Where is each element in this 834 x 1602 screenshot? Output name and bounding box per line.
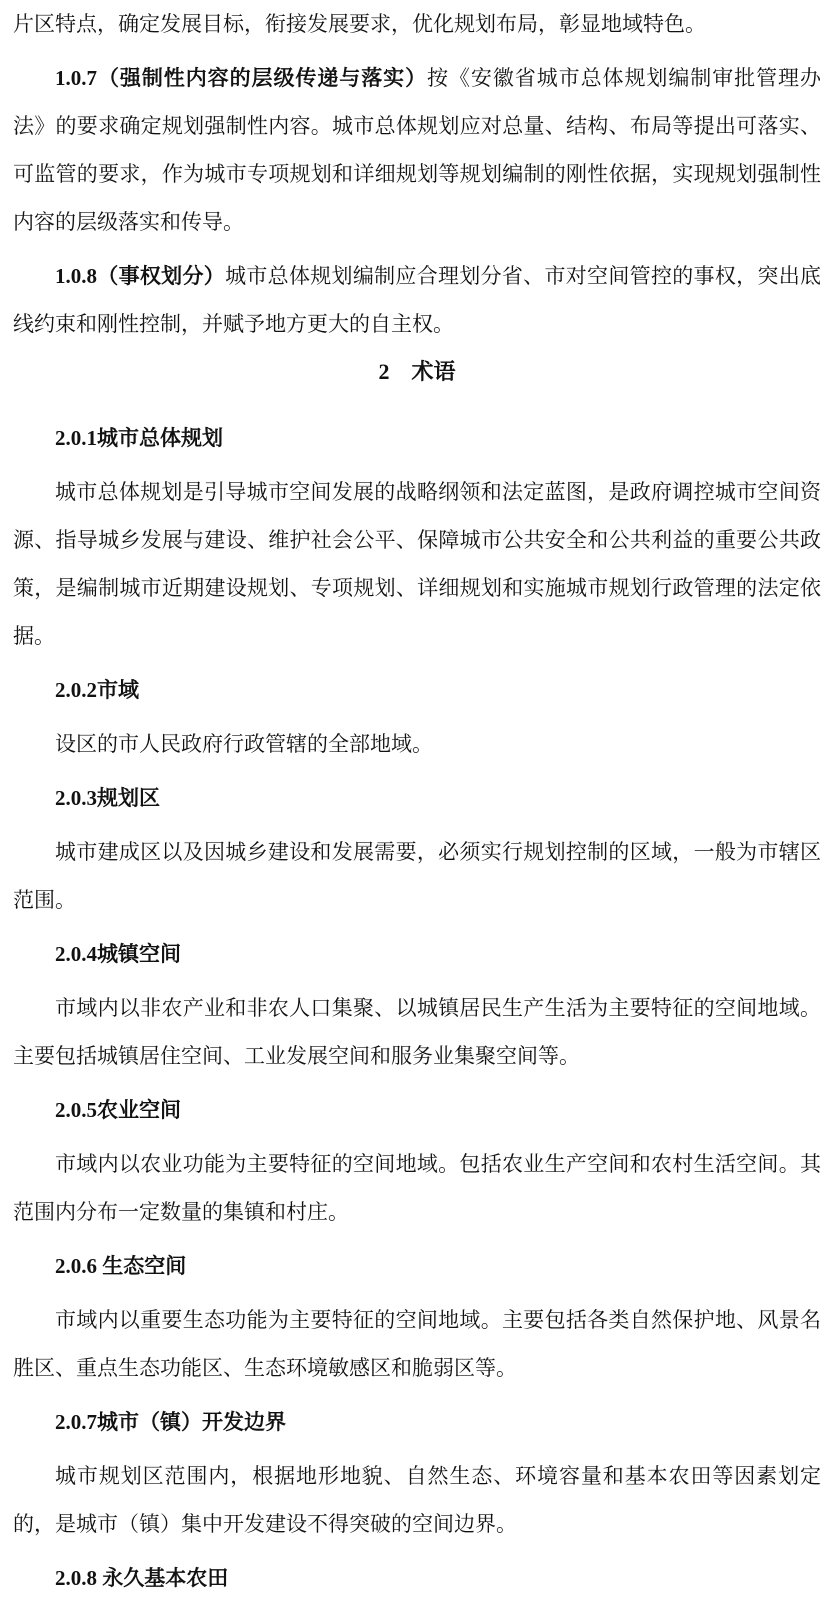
- chapter-heading: [13, 348, 821, 396]
- clause-1-0-7: [13, 54, 821, 246]
- term-heading-2-0-7: 2.0.7城市（镇）开发边界: [55, 1410, 286, 1434]
- paragraph-continuation: 片区特点，确定发展目标，衔接发展要求，优化规划布局，彰显地域特色。: [13, 12, 706, 36]
- term-definition-2-0-1: 城市总体规划是引导城市空间发展的战略纲领和法定蓝图，是政府调控城市空间资源、指导城乡发展与建设、维护社会公平、保障城市公共安全和公共利益的重要公共政策，是编制城市近期建设规划、专项规划、详细规划和实施城市规划行政管理的法定依据。: [13, 480, 821, 648]
- term-heading-2-0-4: 2.0.4城镇空间: [55, 942, 181, 966]
- clause-1-0-7-text: 按《安徽省城市总体规划编制审批管理办法》的要求确定规划强制性内容。城市总体规划应对总量、结构、布局等提出可落实、可监管的要求，作为城市专项规划和详细规划等规划编制的刚性依据，实现规划强制性内容的层级落实和传导。: [13, 66, 821, 234]
- term-heading-2-0-8: 2.0.8 永久基本农田: [55, 1566, 229, 1590]
- term-definition-2-0-3: 城市建成区以及因城乡建设和发展需要，必须实行规划控制的区域，一般为市辖区范围。: [13, 840, 821, 912]
- clause-1-0-8-text: 城市总体规划编制应合理划分省、市对空间管控的事权，突出底线约束和刚性控制，并赋予地方更大的自主权。: [13, 264, 822, 336]
- term-definition-2-0-5: 市域内以农业功能为主要特征的空间地域。包括农业生产空间和农村生活空间。其范围内分布一定数量的集镇和村庄。: [13, 1152, 821, 1224]
- term-definition-2-0-4: 市域内以非农产业和非农人口集聚、以城镇居民生产生活为主要特征的空间地域。主要包括城镇居住空间、工业发展空间和服务业集聚空间等。: [13, 996, 821, 1068]
- chapter-title: 术语: [411, 359, 456, 384]
- term-definition-2-0-7: 城市规划区范围内，根据地形地貌、自然生态、环境容量和基本农田等因素划定的，是城市（镇）集中开发建设不得突破的空间边界。: [13, 1464, 821, 1536]
- clause-1-0-8: [13, 252, 821, 348]
- term-heading-2-0-6: 2.0.6 生态空间: [55, 1254, 187, 1278]
- chapter-number: 2: [378, 359, 390, 384]
- clause-1-0-8-number-title: 1.0.8（事权划分）: [55, 264, 226, 288]
- term-heading-2-0-5: 2.0.5农业空间: [55, 1098, 181, 1122]
- term-definition-2-0-2: 设区的市人民政府行政管辖的全部地域。: [55, 732, 433, 756]
- term-heading-2-0-1: 2.0.1城市总体规划: [55, 426, 223, 450]
- term-definition-2-0-6: 市域内以重要生态功能为主要特征的空间地域。主要包括各类自然保护地、风景名胜区、重点生态功能区、生态环境敏感区和脆弱区等。: [13, 1308, 821, 1380]
- term-heading-2-0-3: 2.0.3规划区: [55, 786, 160, 810]
- term-heading-2-0-2: 2.0.2市域: [55, 678, 139, 702]
- clause-1-0-7-number-title: 1.0.7（强制性内容的层级传递与落实）: [55, 66, 428, 90]
